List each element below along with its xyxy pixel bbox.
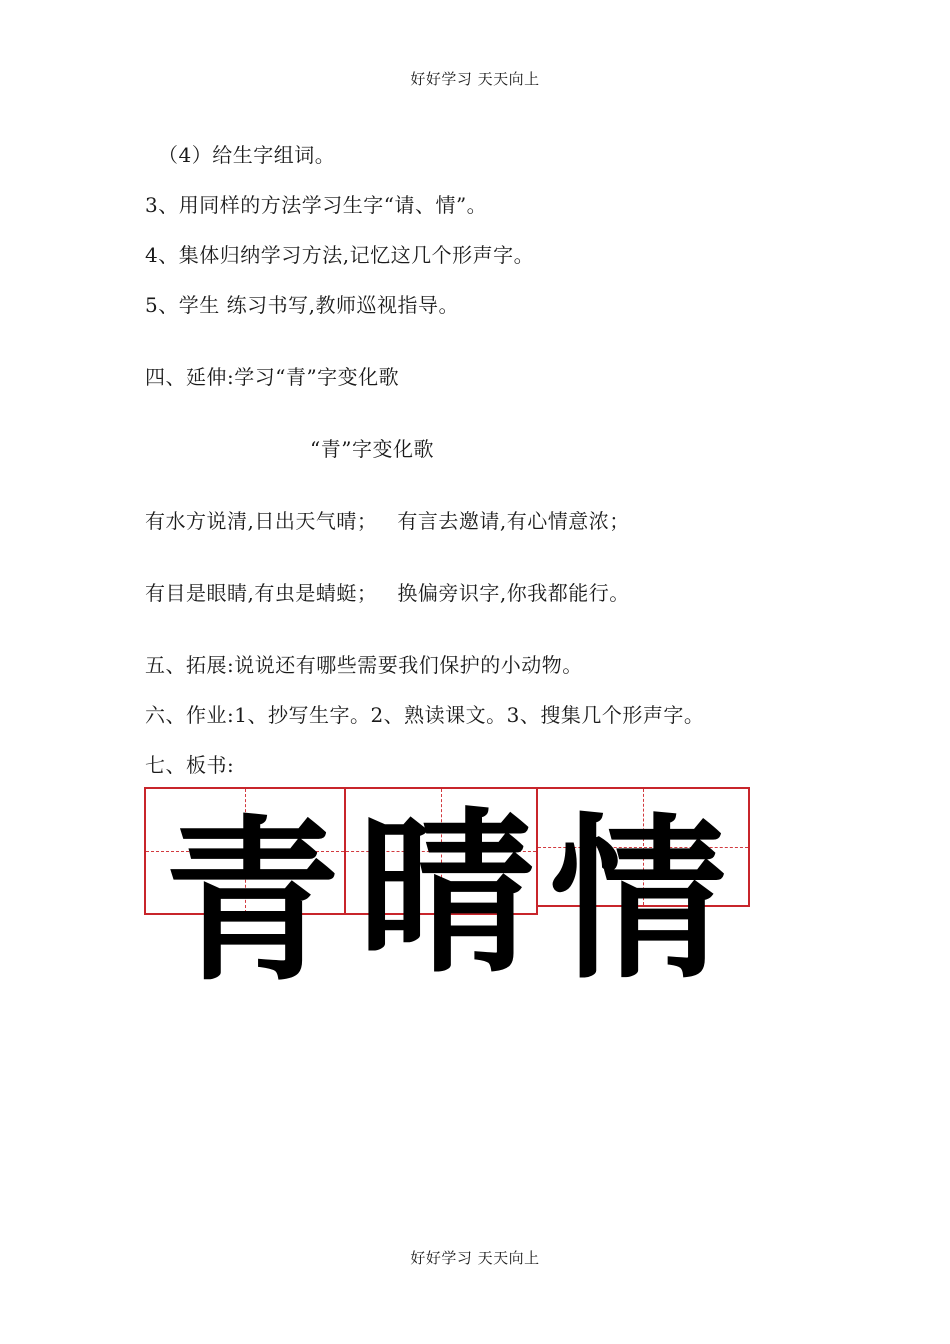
- text-line: 3、用同样的方法学习生字“请、情”。: [145, 193, 488, 217]
- board-character: 青: [164, 800, 341, 1005]
- poem-verse: 有言去邀请,有心情意浓；: [397, 509, 630, 533]
- page-footer: 好好学习 天天向上: [410, 1249, 540, 1267]
- section-heading: 五、拓展:说说还有哪些需要我们保护的小动物。: [145, 653, 583, 677]
- section-heading: 四、延伸:学习“青”字变化歌: [145, 365, 400, 389]
- text-line: （4）给生字组词。: [158, 143, 336, 167]
- section-heading: 七、板书:: [145, 753, 235, 777]
- poem-verse: 换偏旁识字,你我都能行。: [397, 581, 630, 605]
- text-line: 5、学生 练习书写,教师巡视指导。: [145, 293, 459, 317]
- poem-title: “青”字变化歌: [310, 437, 434, 461]
- board-character: 情: [550, 798, 727, 1003]
- blackboard-characters: [144, 787, 750, 1027]
- poem-verse: 有目是眼睛,有虫是蜻蜓；: [145, 581, 378, 605]
- page-header: 好好学习 天天向上: [410, 70, 540, 88]
- poem-line: [145, 505, 630, 534]
- board-character: 晴: [358, 792, 535, 997]
- poem-line: [145, 577, 630, 606]
- text-line: 4、集体归纳学习方法,记忆这几个形声字。: [145, 243, 535, 267]
- poem-verse: 有水方说清,日出天气晴；: [145, 509, 378, 533]
- section-heading: 六、作业:1、抄写生字。2、熟读课文。3、搜集几个形声字。: [145, 703, 705, 727]
